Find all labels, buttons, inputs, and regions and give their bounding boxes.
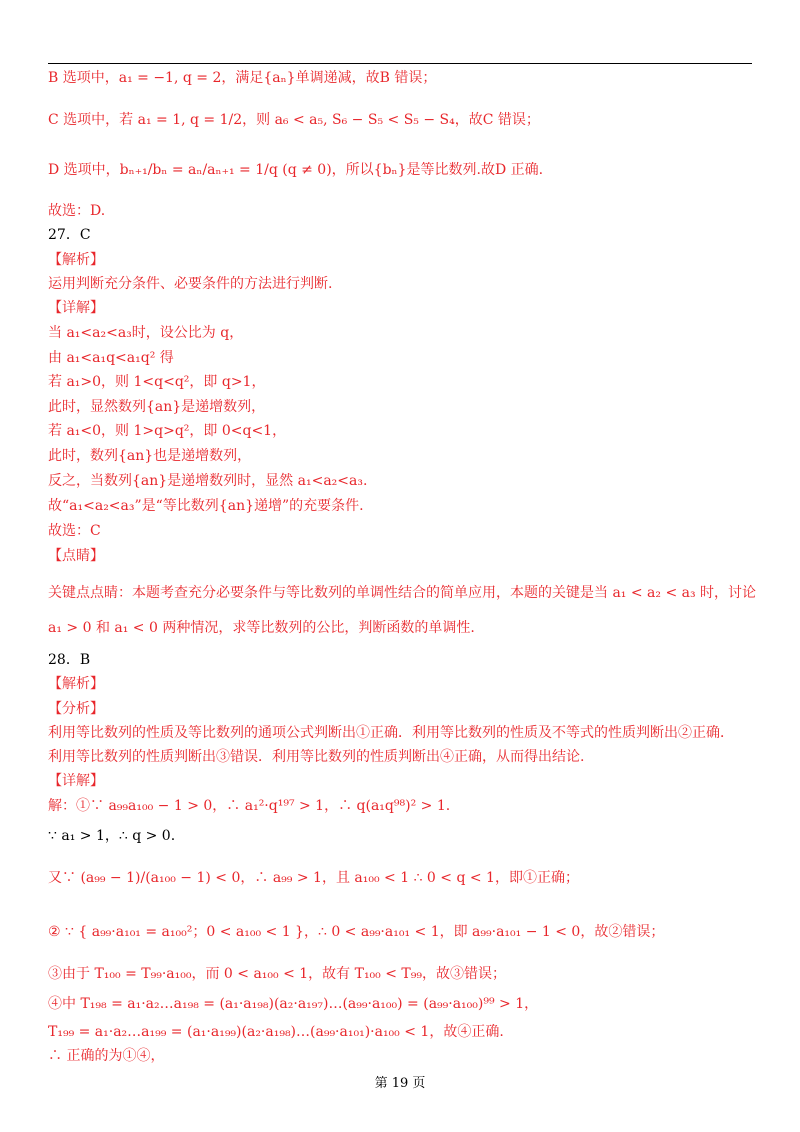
page-number: 第 19 页 bbox=[374, 1076, 426, 1091]
line-30: ② ∵ { a₉₉·a₁₀₁ = a₁₀₀²；0 < a₁₀₀ < 1 }，∴ 0 < a₉₉·a₁₀₁ < 1，即 a₉₉·a₁₀₁ − 1 < 0，故②错误； bbox=[48, 924, 665, 940]
line-18: 【点睛】 bbox=[48, 548, 104, 564]
line-21: 28．B bbox=[48, 652, 91, 668]
line-32: ④中 T₁₉₈ = a₁·a₂…a₁₉₈ = (a₁·a₁₉₈)(a₂·a₁₉₇)…(a₉₉·a₁₀₀) = (a₉₉·a₁₀₀)⁹⁹ > 1， bbox=[48, 996, 539, 1012]
line-2: C 选项中，若 a₁ = 1, q = 1/2，则 a₆ < a₅, S₆ − S₅ < S₅ − S₄，故C 错误； bbox=[48, 112, 540, 128]
line-26: 【详解】 bbox=[48, 773, 104, 789]
line-16: 故“a₁<a₂<a₃”是“等比数列{an}递增”的充要条件. bbox=[48, 498, 364, 514]
line-3: D 选项中，bₙ₊₁/bₙ = aₙ/aₙ₊₁ = 1/q (q ≠ 0)，所以{bₙ}是等比数列.故D 正确. bbox=[48, 162, 544, 178]
line-5: 27．C bbox=[48, 227, 91, 243]
line-24: 利用等比数列的性质及等比数列的通项公式判断出①正确．利用等比数列的性质及不等式的性质判断出②正确． bbox=[48, 725, 734, 741]
line-10: 由 a₁<a₁q<a₁q² 得 bbox=[48, 350, 174, 366]
line-20: a₁ > 0 和 a₁ < 0 两种情况，求等比数列的公比，判断函数的单调性. bbox=[48, 620, 475, 636]
line-9: 当 a₁<a₂<a₃时，设公比为 q， bbox=[48, 325, 244, 341]
line-19: 关键点点睛：本题考查充分必要条件与等比数列的单调性结合的简单应用，本题的关键是当 a₁ < a₂ < a₃ 时，讨论 bbox=[48, 585, 757, 601]
line-28: ∵ a₁ > 1，∴ q > 0. bbox=[48, 828, 176, 844]
line-14: 此时，数列{an}也是递增数列， bbox=[48, 448, 252, 464]
line-23: 【分析】 bbox=[48, 701, 104, 717]
line-33: T₁₉₉ = a₁·a₂…a₁₉₉ = (a₁·a₁₉₉)(a₂·a₁₉₈)…(a₉₉·a₁₀₁)·a₁₀₀ < 1，故④正确. bbox=[48, 1024, 504, 1040]
line-15: 反之，当数列{an}是递增数列时，显然 a₁<a₂<a₃. bbox=[48, 473, 368, 489]
line-8: 【详解】 bbox=[48, 300, 104, 316]
line-22: 【解析】 bbox=[48, 676, 104, 692]
line-31: ③由于 T₁₀₀ = T₉₉·a₁₀₀，而 0 < a₁₀₀ < 1，故有 T₁₀₀ < T₉₉，故③错误； bbox=[48, 966, 506, 982]
line-12: 此时，显然数列{an}是递增数列， bbox=[48, 399, 266, 415]
line-27: 解：①∵ a₉₉a₁₀₀ − 1 > 0，∴ a₁²·q¹⁹⁷ > 1，∴ q(a₁q⁹⁸)² > 1. bbox=[48, 798, 451, 814]
line-17: 故选：C bbox=[48, 523, 101, 539]
line-7: 运用判断充分条件、必要条件的方法进行判断. bbox=[48, 276, 333, 292]
line-34: ∴ 正确的为①④， bbox=[48, 1048, 165, 1064]
line-29: 又∵ (a₉₉ − 1)/(a₁₀₀ − 1) < 0，∴ a₉₉ > 1，且 a₁₀₀ < 1 ∴ 0 < q < 1，即①正确； bbox=[48, 870, 579, 886]
header-rule bbox=[48, 63, 752, 64]
line-25: 利用等比数列的性质判断出③错误．利用等比数列的性质判断出④正确，从而得出结论. bbox=[48, 749, 585, 765]
line-4: 故选：D. bbox=[48, 203, 106, 219]
line-6: 【解析】 bbox=[48, 252, 104, 268]
line-13: 若 a₁<0，则 1>q>q²，即 0<q<1， bbox=[48, 423, 287, 439]
line-1: B 选项中，a₁ = −1, q = 2，满足{aₙ}单调递减，故B 错误； bbox=[48, 70, 437, 86]
line-11: 若 a₁>0，则 1<q<q²，即 q>1， bbox=[48, 374, 266, 390]
